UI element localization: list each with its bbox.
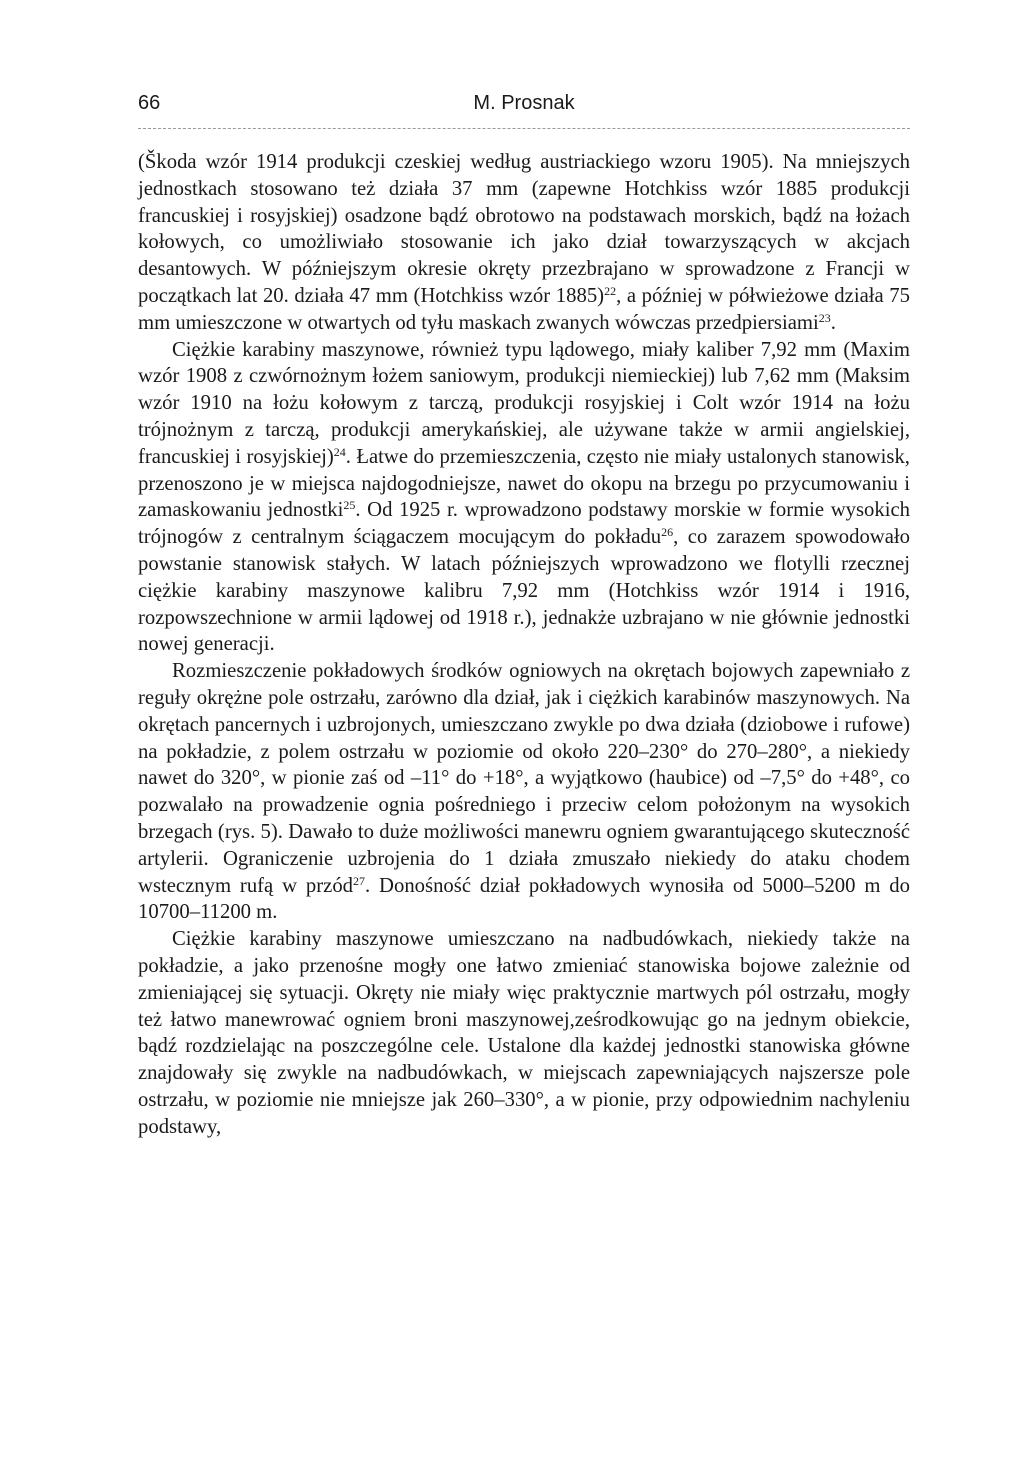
footnote-ref: 26 xyxy=(661,525,674,540)
paragraph-4 xyxy=(138,926,910,1140)
footnote-ref: 27 xyxy=(353,873,366,888)
text-run: . Donośność dział pokładowych wynosiła od 5000–5200 m do 10700–11200 m. xyxy=(138,874,910,924)
text-run: Rozmieszczenie pokładowych środków ogniowych na okrętach bojowych zapewniało z reguły okrężne pole ostrzału, zarówno dla dział, jak i ciężkich karabinów maszynowych. Na okrętach pancernych i uzbrojonych, umieszczano zwykle po dwa działa (dziobowe i rufowe) na pokładzie, z polem ostrzału w poziomie od około 220–230° do 270–280°, a niekiedy nawet do 320°, w pionie zaś od –11° do +18°, a wyjątkowo (haubice) od –7,5° do +48°, co pozwalało na prowadzenie ognia pośredniego i przeciw celom położonym na wysokich brzegach (rys. 5). Dawało to duże możliwości manewru ogniem gwarantującego skuteczność artylerii. Ograniczenie uzbrojenia do 1 działa zmuszało niekiedy do ataku chodem wstecznym rufą w przód xyxy=(138,660,910,897)
page-number: 66 xyxy=(138,92,161,114)
paragraph-2 xyxy=(138,337,910,659)
footnote-ref: 25 xyxy=(343,498,356,513)
paragraph-1 xyxy=(138,149,910,337)
running-title: M. Prosnak xyxy=(473,92,575,114)
footnote-ref: 24 xyxy=(333,444,346,459)
footnote-ref: 22 xyxy=(604,283,617,298)
text-run: Ciężkie karabiny maszynowe umieszczano na nadbudówkach, niekiedy także na pokładzie, a jako przenośne mogły one łatwo zmieniać stanowiska bojowe zależnie od zmieniającej się sytuacji. Okręty nie miały więc praktycznie martwych pól ostrzału, mogły też łatwo manewrować ogniem broni maszynowej,ześrodkowując go na jednym obiekcie, bądź rozdzielając na poszczególne cele. Ustalone dla każdej jednostki stanowiska główne znajdowały się zwykle na nadbudówkach, w miejscach zapewniających najszersze pole ostrzału, w poziomie nie mniejsze jak 260–330°, a w pionie, przy odpowiednim nachyleniu podstawy, xyxy=(138,928,910,1138)
text-run: , a później w półwieżowe działa 75 mm umieszczone w otwartych od tyłu maskach zwanych wówczas przedpiersiami xyxy=(138,284,910,334)
document-page xyxy=(138,88,910,1140)
text-run: (Škoda wzór 1914 produkcji czeskiej według austriackiego wzoru 1905). Na mniejszych jednostkach stosowano też działa 37 mm (zapewne Hotchkiss wzór 1885 produkcji francuskiej i rosyjskiej) osadzone bądź obrotowo na podstawach morskich, bądź na łożach kołowych, co umożliwiało stosowanie ich jako dział towarzyszących w akcjach desantowych. W późniejszym okresie okręty przezbrajano w sprowadzone z Francji w początkach lat 20. działa 47 mm (Hotchkiss wzór 1885) xyxy=(138,151,910,307)
paragraph-3 xyxy=(138,658,910,926)
running-head xyxy=(138,88,910,118)
footnote-ref: 23 xyxy=(818,310,831,325)
text-run: . xyxy=(830,311,836,334)
text-run: , co zarazem spowodowało powstanie stanowisk stałych. W latach późniejszych wprowadzono we flotylli rzecznej ciężkie karabiny maszynowe kalibru 7,92 mm (Hotchkiss wzór 1914 i 1916, rozpowszechnione w armii lądowej od 1918 r.), jednakże uzbrajano w nie głównie jednostki nowej generacji. xyxy=(138,526,910,656)
body-text xyxy=(138,149,910,1140)
text-run: . Łatwe do przemieszczenia, często nie miały ustalonych stanowisk, przenoszono je w miejsca najdogodniejsze, nawet do okopu na brzegu po przycumowaniu i zamaskowaniu jednostki xyxy=(138,445,910,522)
text-run: . Od 1925 r. wprowadzono podstawy morskie w formie wysokich trójnogów z centralnym ściągaczem mocującym do pokładu xyxy=(138,499,910,549)
text-run: Ciężkie karabiny maszynowe, również typu lądowego, miały kaliber 7,92 mm (Maxim wzór 1908 z czwórnożnym łożem saniowym, produkcji niemieckiej) lub 7,62 mm (Maksim wzór 1910 na łożu kołowym z tarczą, produkcji rosyjskiej i Colt wzór 1914 na łożu trójnożnym z tarczą, produkcji amerykańskiej, ale używane także w armii angielskiej, francuskiej i rosyjskiej) xyxy=(138,338,910,468)
header-rule xyxy=(138,128,910,129)
